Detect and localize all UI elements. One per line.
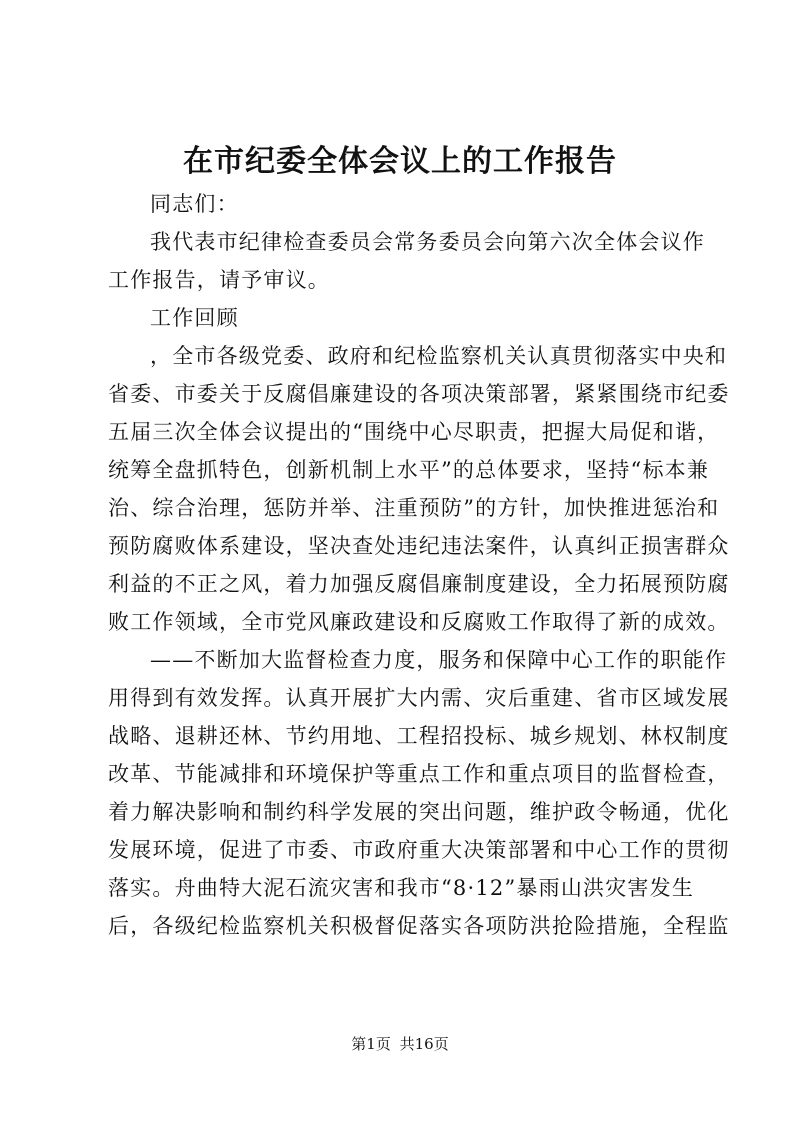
paragraph-line: 后，各级纪检监察机关积极督促落实各项防洪抢险措施，全程监 <box>108 914 730 938</box>
paragraph-line: 省委、市委关于反腐倡廉建设的各项决策部署，紧紧围绕市纪委 <box>108 382 730 406</box>
document-title: 在市纪委全体会议上的工作报告 <box>183 144 617 179</box>
paragraph-line: 预防腐败体系建设，坚决查处违纪违法案件，认真纠正损害群众 <box>108 534 730 558</box>
paragraph-line: 我代表市纪律检查委员会常务委员会向第六次全体会议作 <box>150 230 705 254</box>
section-heading: 工作回顾 <box>150 306 239 330</box>
paragraph-line: 落实。舟曲特大泥石流灾害和我市“8·12”暴雨山洪灾害发生 <box>108 876 695 900</box>
paragraph-line: 五届三次全体会议提出的“围绕中心尽职责，把握大局促和谐， <box>108 420 720 444</box>
paragraph-line: ——不断加大监督检查力度，服务和保障中心工作的职能作 <box>150 648 728 672</box>
paragraph-line: 工作报告，请予审议。 <box>108 268 330 292</box>
paragraph-line: 用得到有效发挥。认真开展扩大内需、灾后重建、省市区域发展 <box>108 686 730 710</box>
paragraph-line: 战略、退耕还林、节约用地、工程招投标、城乡规划、林权制度 <box>108 724 730 748</box>
paragraph-line: 统筹全盘抓特色，创新机制上水平”的总体要求，坚持“标本兼 <box>108 458 710 482</box>
page-total: 共16页 <box>399 1035 449 1053</box>
salutation-line: 同志们： <box>150 192 239 216</box>
paragraph-line: 败工作领域，全市党风廉政建设和反腐败工作取得了新的成效。 <box>108 610 730 634</box>
page-number: 第1页 <box>351 1035 391 1053</box>
paragraph-line: 发展环境，促进了市委、市政府重大决策部署和中心工作的贯彻 <box>108 838 730 862</box>
paragraph-line: 改革、节能减排和环境保护等重点工作和重点项目的监督检查， <box>108 762 730 786</box>
paragraph-line: 着力解决影响和制约科学发展的突出问题，维护政令畅通，优化 <box>108 800 730 824</box>
page-footer <box>0 1033 800 1055</box>
paragraph-line: ，全市各级党委、政府和纪检监察机关认真贯彻落实中央和 <box>150 344 728 368</box>
document-body <box>108 185 730 945</box>
paragraph-line: 治、综合治理，惩防并举、注重预防”的方针，加快推进惩治和 <box>108 496 720 520</box>
paragraph-line: 利益的不正之风，着力加强反腐倡廉制度建设，全力拓展预防腐 <box>108 572 730 596</box>
